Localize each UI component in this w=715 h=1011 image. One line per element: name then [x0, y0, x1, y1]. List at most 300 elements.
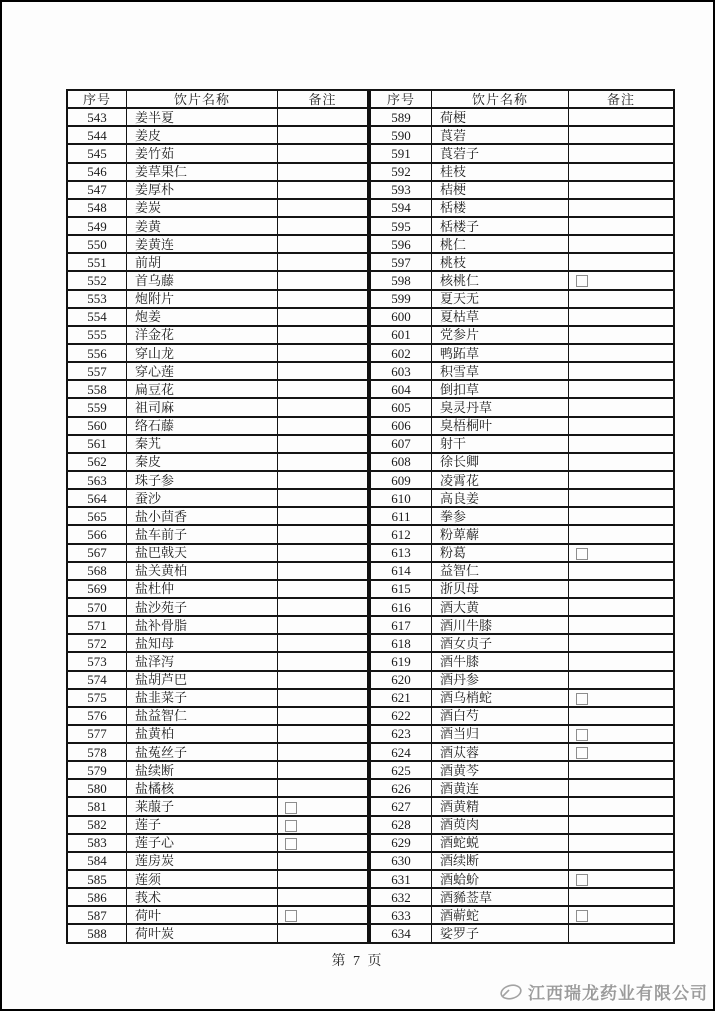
table-row	[370, 489, 674, 507]
table-row	[67, 253, 368, 271]
medicine-name: 桔梗	[432, 181, 569, 199]
medicine-name: 荷梗	[432, 108, 569, 126]
medicine-name: 盐沙苑子	[127, 598, 278, 616]
row-number: 611	[370, 507, 432, 525]
medicine-name: 桃仁	[432, 235, 569, 253]
row-number: 598	[370, 271, 432, 289]
remark-cell	[569, 380, 675, 398]
row-number: 624	[370, 743, 432, 761]
table-row	[370, 362, 674, 380]
table-row	[67, 453, 368, 471]
row-number: 626	[370, 779, 432, 797]
row-number: 554	[67, 308, 127, 326]
table-row	[370, 544, 674, 562]
table-row	[67, 398, 368, 416]
row-number: 613	[370, 544, 432, 562]
table-row	[67, 271, 368, 289]
remark-cell	[278, 362, 369, 380]
table-row	[370, 507, 674, 525]
table-row	[370, 743, 674, 761]
medicine-name: 盐续断	[127, 761, 278, 779]
row-number: 559	[67, 398, 127, 416]
table-row	[67, 126, 368, 144]
remark-cell	[278, 453, 369, 471]
row-number: 597	[370, 253, 432, 271]
remark-cell	[278, 326, 369, 344]
row-number: 590	[370, 126, 432, 144]
table-row	[370, 380, 674, 398]
remark-cell	[278, 126, 369, 144]
row-number: 549	[67, 217, 127, 235]
remark-cell	[569, 834, 675, 852]
medicine-name: 穿心莲	[127, 362, 278, 380]
row-number: 564	[67, 489, 127, 507]
table-row	[370, 471, 674, 489]
row-number: 627	[370, 797, 432, 815]
medicine-name: 荷叶炭	[127, 924, 278, 942]
remark-cell	[278, 616, 369, 634]
remark-checkbox	[285, 838, 297, 850]
medicine-name: 射干	[432, 435, 569, 453]
remark-cell	[569, 580, 675, 598]
medicine-name: 盐小茴香	[127, 507, 278, 525]
remark-checkbox	[285, 802, 297, 814]
remark-cell	[569, 453, 675, 471]
table-row	[370, 779, 674, 797]
remark-cell	[278, 634, 369, 652]
remark-cell	[278, 489, 369, 507]
table-row	[370, 834, 674, 852]
medicine-table-right	[369, 89, 675, 944]
row-number: 603	[370, 362, 432, 380]
remark-cell	[569, 797, 675, 815]
table-row	[67, 181, 368, 199]
table-row	[370, 924, 674, 942]
medicine-table-left	[66, 89, 369, 944]
medicine-name: 炮姜	[127, 308, 278, 326]
remark-cell	[278, 562, 369, 580]
remark-cell	[569, 544, 675, 562]
medicine-name: 凌霄花	[432, 471, 569, 489]
row-number: 566	[67, 525, 127, 543]
remark-cell	[569, 598, 675, 616]
row-number: 582	[67, 816, 127, 834]
remark-cell	[569, 507, 675, 525]
row-number: 589	[370, 108, 432, 126]
remark-checkbox	[576, 693, 588, 705]
remark-cell	[569, 344, 675, 362]
table-row	[67, 362, 368, 380]
table-row	[370, 453, 674, 471]
medicine-name: 盐关黄柏	[127, 562, 278, 580]
table-row	[67, 707, 368, 725]
row-number: 556	[67, 344, 127, 362]
table-row	[370, 725, 674, 743]
medicine-name: 祖司麻	[127, 398, 278, 416]
row-number: 585	[67, 870, 127, 888]
row-number: 551	[67, 253, 127, 271]
remark-checkbox	[576, 747, 588, 759]
medicine-name: 莨菪子	[432, 144, 569, 162]
remark-cell	[569, 888, 675, 906]
table-row	[67, 471, 368, 489]
remark-cell	[569, 725, 675, 743]
remark-cell	[278, 217, 369, 235]
remark-cell	[569, 616, 675, 634]
table-row	[67, 906, 368, 924]
medicine-name: 益智仁	[432, 562, 569, 580]
row-number: 548	[67, 199, 127, 217]
row-number: 601	[370, 326, 432, 344]
remark-cell	[569, 308, 675, 326]
remark-cell	[569, 144, 675, 162]
row-number: 558	[67, 380, 127, 398]
medicine-name: 盐韭菜子	[127, 689, 278, 707]
remark-checkbox	[576, 910, 588, 922]
medicine-name: 酒牛膝	[432, 652, 569, 670]
medicine-name: 栝楼子	[432, 217, 569, 235]
table-row	[67, 108, 368, 126]
row-number: 587	[67, 906, 127, 924]
table-row	[67, 870, 368, 888]
row-number: 596	[370, 235, 432, 253]
medicine-name: 穿山龙	[127, 344, 278, 362]
table-row	[67, 924, 368, 942]
medicine-name: 莨菪	[432, 126, 569, 144]
company-name: 江西瑞龙药业有限公司	[528, 984, 708, 1003]
medicine-name: 酒蛇蜕	[432, 834, 569, 852]
row-number: 634	[370, 924, 432, 942]
column-header-note: 备注	[278, 90, 369, 108]
medicine-name: 姜黄连	[127, 235, 278, 253]
remark-cell	[278, 707, 369, 725]
medicine-name: 酒川牛膝	[432, 616, 569, 634]
remark-cell	[278, 471, 369, 489]
medicine-name: 盐杜仲	[127, 580, 278, 598]
column-header-no: 序号	[67, 90, 127, 108]
remark-cell	[278, 181, 369, 199]
medicine-name: 莲子心	[127, 834, 278, 852]
medicine-name: 盐泽泻	[127, 652, 278, 670]
row-number: 618	[370, 634, 432, 652]
remark-cell	[569, 761, 675, 779]
remark-checkbox	[576, 548, 588, 560]
remark-cell	[278, 652, 369, 670]
table-row	[67, 417, 368, 435]
medicine-name: 鸭跖草	[432, 344, 569, 362]
row-number: 608	[370, 453, 432, 471]
remark-cell	[569, 743, 675, 761]
remark-cell	[569, 852, 675, 870]
medicine-name: 栝楼	[432, 199, 569, 217]
row-number: 572	[67, 634, 127, 652]
row-number: 550	[67, 235, 127, 253]
remark-cell	[278, 163, 369, 181]
table-row	[370, 525, 674, 543]
table-row	[67, 326, 368, 344]
remark-cell	[569, 217, 675, 235]
medicine-name: 盐补骨脂	[127, 616, 278, 634]
remark-cell	[278, 580, 369, 598]
table-row	[67, 852, 368, 870]
remark-cell	[278, 870, 369, 888]
row-number: 580	[67, 779, 127, 797]
row-number: 617	[370, 616, 432, 634]
table-row	[370, 199, 674, 217]
table-row	[370, 671, 674, 689]
company-logo-swoosh-icon	[499, 983, 523, 1001]
medicine-name: 首乌藤	[127, 271, 278, 289]
remark-cell	[278, 344, 369, 362]
medicine-name: 核桃仁	[432, 271, 569, 289]
remark-cell	[278, 380, 369, 398]
medicine-name: 酒黄精	[432, 797, 569, 815]
row-number: 631	[370, 870, 432, 888]
remark-cell	[569, 362, 675, 380]
table-row	[370, 616, 674, 634]
remark-cell	[569, 652, 675, 670]
medicine-name: 盐巴戟天	[127, 544, 278, 562]
row-number: 606	[370, 417, 432, 435]
row-number: 604	[370, 380, 432, 398]
remark-cell	[569, 417, 675, 435]
row-number: 614	[370, 562, 432, 580]
table-row	[67, 743, 368, 761]
row-number: 602	[370, 344, 432, 362]
row-number: 629	[370, 834, 432, 852]
remark-cell	[569, 525, 675, 543]
medicine-name: 臭灵丹草	[432, 398, 569, 416]
remark-cell	[569, 634, 675, 652]
row-number: 577	[67, 725, 127, 743]
table-row	[370, 562, 674, 580]
remark-cell	[569, 290, 675, 308]
medicine-name: 酒苁蓉	[432, 743, 569, 761]
table-row	[370, 435, 674, 453]
row-number: 600	[370, 308, 432, 326]
remark-cell	[278, 108, 369, 126]
table-row	[67, 235, 368, 253]
table-row	[67, 797, 368, 815]
row-number: 622	[370, 707, 432, 725]
remark-cell	[278, 253, 369, 271]
remark-cell	[569, 816, 675, 834]
row-number: 576	[67, 707, 127, 725]
table-row	[67, 652, 368, 670]
row-number: 570	[67, 598, 127, 616]
remark-cell	[569, 870, 675, 888]
medicine-name: 酒续断	[432, 852, 569, 870]
remark-cell	[278, 906, 369, 924]
medicine-name: 粉萆薢	[432, 525, 569, 543]
table-row	[67, 435, 368, 453]
remark-cell	[278, 834, 369, 852]
row-number: 552	[67, 271, 127, 289]
remark-cell	[278, 924, 369, 942]
remark-checkbox	[285, 820, 297, 832]
table-row	[370, 870, 674, 888]
row-number: 563	[67, 471, 127, 489]
row-number: 607	[370, 435, 432, 453]
remark-cell	[569, 906, 675, 924]
remark-cell	[569, 779, 675, 797]
table-row	[67, 816, 368, 834]
remark-cell	[569, 471, 675, 489]
remark-cell	[278, 671, 369, 689]
medicine-name: 酒白芍	[432, 707, 569, 725]
row-number: 575	[67, 689, 127, 707]
table-row	[370, 580, 674, 598]
remark-cell	[278, 797, 369, 815]
header-row	[67, 90, 368, 108]
medicine-name: 秦艽	[127, 435, 278, 453]
remark-cell	[278, 398, 369, 416]
remark-cell	[569, 489, 675, 507]
medicine-name: 莱菔子	[127, 797, 278, 815]
medicine-name: 姜炭	[127, 199, 278, 217]
remark-cell	[278, 435, 369, 453]
row-number: 568	[67, 562, 127, 580]
remark-cell	[569, 435, 675, 453]
remark-cell	[569, 924, 675, 942]
row-number: 586	[67, 888, 127, 906]
medicine-name: 徐长卿	[432, 453, 569, 471]
medicine-name: 酒蕲蛇	[432, 906, 569, 924]
medicine-name: 盐知母	[127, 634, 278, 652]
medicine-name: 倒扣草	[432, 380, 569, 398]
table-row	[67, 689, 368, 707]
table-row	[370, 217, 674, 235]
remark-cell	[569, 108, 675, 126]
table-row	[67, 308, 368, 326]
row-number: 599	[370, 290, 432, 308]
row-number: 565	[67, 507, 127, 525]
table-row	[67, 580, 368, 598]
remark-cell	[569, 253, 675, 271]
row-number: 560	[67, 417, 127, 435]
row-number: 620	[370, 671, 432, 689]
row-number: 569	[67, 580, 127, 598]
remark-cell	[569, 707, 675, 725]
remark-cell	[278, 290, 369, 308]
remark-cell	[278, 761, 369, 779]
table-row	[370, 144, 674, 162]
table-row	[370, 816, 674, 834]
row-number: 574	[67, 671, 127, 689]
table-row	[67, 144, 368, 162]
table-row	[67, 725, 368, 743]
remark-checkbox	[576, 874, 588, 886]
row-number: 588	[67, 924, 127, 942]
medicine-name: 拳参	[432, 507, 569, 525]
remark-cell	[278, 271, 369, 289]
table-row	[370, 344, 674, 362]
row-number: 610	[370, 489, 432, 507]
remark-cell	[278, 689, 369, 707]
table-row	[67, 544, 368, 562]
table-row	[370, 398, 674, 416]
remark-cell	[569, 235, 675, 253]
row-number: 615	[370, 580, 432, 598]
row-number: 594	[370, 199, 432, 217]
row-number: 547	[67, 181, 127, 199]
row-number: 593	[370, 181, 432, 199]
company-watermark	[499, 979, 708, 1004]
row-number: 555	[67, 326, 127, 344]
remark-checkbox	[576, 275, 588, 287]
remark-cell	[569, 398, 675, 416]
medicine-name: 炮附片	[127, 290, 278, 308]
medicine-name: 酒蛤蚧	[432, 870, 569, 888]
medicine-name: 莪术	[127, 888, 278, 906]
medicine-name: 酒当归	[432, 725, 569, 743]
medicine-name: 夏天无	[432, 290, 569, 308]
table-row	[370, 888, 674, 906]
table-row	[370, 326, 674, 344]
remark-cell	[278, 743, 369, 761]
row-number: 632	[370, 888, 432, 906]
row-number: 630	[370, 852, 432, 870]
medicine-name: 姜竹茹	[127, 144, 278, 162]
row-number: 544	[67, 126, 127, 144]
column-header-name: 饮片名称	[432, 90, 569, 108]
remark-cell	[569, 181, 675, 199]
remark-cell	[569, 163, 675, 181]
row-number: 623	[370, 725, 432, 743]
remark-cell	[569, 326, 675, 344]
medicine-name: 桃枝	[432, 253, 569, 271]
remark-cell	[569, 689, 675, 707]
table-row	[67, 344, 368, 362]
table-row	[67, 199, 368, 217]
row-number: 553	[67, 290, 127, 308]
medicine-name: 臭梧桐叶	[432, 417, 569, 435]
medicine-name: 盐胡芦巴	[127, 671, 278, 689]
row-number: 578	[67, 743, 127, 761]
row-number: 546	[67, 163, 127, 181]
remark-cell	[278, 525, 369, 543]
remark-cell	[278, 852, 369, 870]
table-row	[67, 380, 368, 398]
medicine-name: 桂枝	[432, 163, 569, 181]
column-header-name: 饮片名称	[127, 90, 278, 108]
medicine-name: 酒丹参	[432, 671, 569, 689]
table-row	[370, 707, 674, 725]
table-row	[67, 525, 368, 543]
remark-cell	[569, 271, 675, 289]
table-row	[370, 906, 674, 924]
medicine-name: 盐车前子	[127, 525, 278, 543]
remark-cell	[278, 779, 369, 797]
table-row	[370, 108, 674, 126]
table-row	[67, 834, 368, 852]
table-row	[370, 598, 674, 616]
table-row	[370, 181, 674, 199]
row-number: 557	[67, 362, 127, 380]
row-number: 567	[67, 544, 127, 562]
remark-cell	[569, 199, 675, 217]
medicine-name: 酒乌梢蛇	[432, 689, 569, 707]
row-number: 625	[370, 761, 432, 779]
remark-cell	[278, 888, 369, 906]
row-number: 562	[67, 453, 127, 471]
row-number: 616	[370, 598, 432, 616]
medicine-name: 高良姜	[432, 489, 569, 507]
medicine-name: 姜半夏	[127, 108, 278, 126]
table-row	[370, 417, 674, 435]
row-number: 543	[67, 108, 127, 126]
medicine-name: 秦皮	[127, 453, 278, 471]
